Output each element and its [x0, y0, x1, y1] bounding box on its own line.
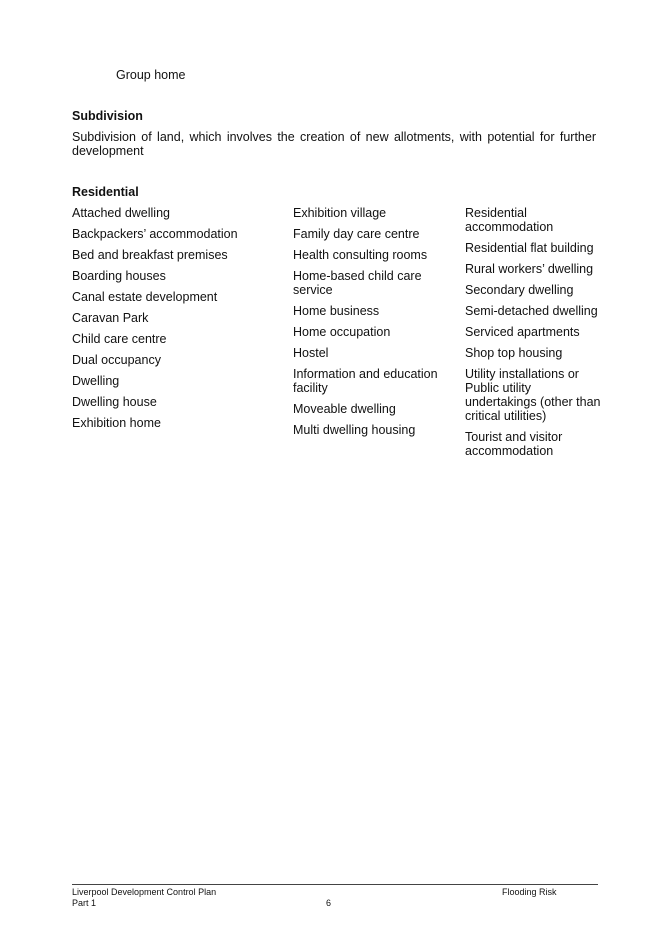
list-item: Serviced apartments [465, 325, 580, 339]
footer-page-number: 6 [326, 898, 332, 908]
list-item: Boarding houses [72, 269, 166, 283]
residential-column-2 [293, 206, 443, 444]
list-item: Semi-detached dwelling [465, 304, 598, 318]
list-item: Utility installations or Public utility undertakings (other than critical utilities) [465, 367, 601, 423]
residential-heading: Residential [72, 185, 139, 199]
list-item: Information and education facility [293, 367, 438, 395]
list-item: Shop top housing [465, 346, 563, 360]
list-item: Secondary dwelling [465, 283, 574, 297]
list-item: Home occupation [293, 325, 391, 339]
list-item: Residential flat building [465, 241, 594, 255]
subdivision-text: Subdivision of land, which involves the creation of new allotments, with potential for further development [72, 130, 596, 158]
list-item: Home-based child care service [293, 269, 422, 297]
footer-section: Flooding Risk [502, 887, 557, 897]
list-item: Hostel [293, 346, 329, 360]
list-item: Dual occupancy [72, 353, 161, 367]
subdivision-heading: Subdivision [72, 109, 143, 123]
list-item: Family day care centre [293, 227, 420, 241]
list-item: Exhibition home [72, 416, 161, 430]
list-item: Health consulting rooms [293, 248, 428, 262]
footer-divider [72, 884, 598, 885]
list-item: Caravan Park [72, 311, 149, 325]
residential-column-1 [72, 206, 277, 437]
list-item: Canal estate development [72, 290, 218, 304]
list-item: Child care centre [72, 332, 167, 346]
list-item: Rural workers’ dwelling [465, 262, 594, 276]
list-item: Attached dwelling [72, 206, 170, 220]
list-item: Residential accommodation [465, 206, 554, 234]
group-home-text: Group home [116, 68, 186, 82]
list-item: Bed and breakfast premises [72, 248, 228, 262]
list-item: Tourist and visitor accommodation [465, 430, 563, 458]
list-item: Home business [293, 304, 380, 318]
list-item: Dwelling house [72, 395, 157, 409]
list-item: Multi dwelling housing [293, 423, 416, 437]
residential-column-3 [465, 206, 605, 465]
list-item: Backpackers’ accommodation [72, 227, 238, 241]
footer-part: Part 1 [72, 898, 97, 908]
list-item: Dwelling [72, 374, 120, 388]
footer-doc-title: Liverpool Development Control Plan [72, 887, 217, 897]
list-item: Moveable dwelling [293, 402, 396, 416]
list-item: Exhibition village [293, 206, 387, 220]
